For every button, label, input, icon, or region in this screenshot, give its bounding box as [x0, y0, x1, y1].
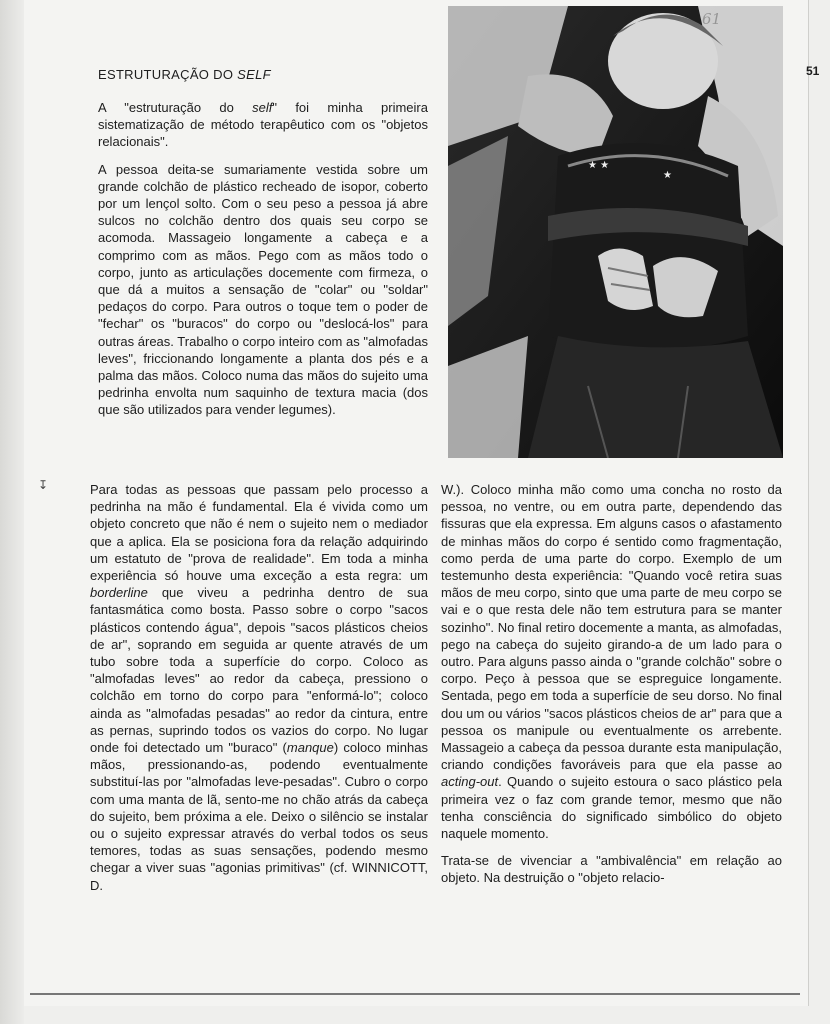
margin-mark: ↧ [38, 478, 49, 492]
paragraph-procedure: A pessoa deita-se sumariamente vestida sobre um grande colchão de plástico recheado de isopor, coberto por um lençol solto. Com o seu peso a pessoa já abre sulcos no colchão dentro dos quais seu corpo se acomoda. Massageio longamente a cabeça e a comprimo com as mãos. Pego com as mãos todo o corpo, junto as articulações docemente com firmeza, o que dá a muitos a sensação de "colar" ou "soldar" pedaços do corpo. Para outros o toque tem o poder de "fechar" os "buracos" do corpo ou "deslocá-los" para outras áreas. Trabalho o corpo inteiro com as "almofadas leves", friccionando longamente a planta dos pés e a palma das mãos. Coloco numa das mãos do sujeito uma pedrinha envolta num saquinho de textura macia (dos que são utilizados para vender legumes). [98, 161, 428, 418]
right-column [441, 481, 782, 897]
photo-illustration [448, 6, 783, 458]
paragraph-ambivalence: Trata-se de vivenciar a "ambivalência" em relação ao objeto. Na destruição o "objeto relacio- [441, 853, 782, 886]
section-heading [98, 67, 271, 82]
paragraph-pebble [90, 481, 428, 894]
heading-main: ESTRUTURAÇÃO DO [98, 67, 238, 82]
text-run: " foi minha primeira sistematização de método terapêutico com os "objetos relacionais". [98, 100, 428, 150]
italic-run: manque [286, 740, 334, 756]
page-number: 51 [806, 64, 820, 78]
text-run: Para todas as pessoas que passam pelo processo a pedrinha na mão é fundamental. Ela é vivida como um objeto concreto que não é nem o sujeito nem o mediador que a aplica. Ela se posiciona fora da relação adquirindo um estatuto de "prova de realidade". Em toda a minha experiência só houve uma exceção a esta regra: um [90, 482, 428, 584]
text-run: que viveu a pedrinha dentro de sua fantasmática como bosta. Passo sobre o corpo "sacos plásticos contendo água", depois "sacos plásticos cheios de ar", soprando em seguida ar quente através de um tubo sobre toda a superfície do corpo. Coloco as "almofadas leves" ao redor da cabeça, pressiono o colchão em torno do corpo para "enformá-lo"; coloco ainda as "almofadas pesadas" ao redor da cintura, entre as pernas, suprindo todos os vazios do corpo. No lugar onde foi detectado um "buraco" ( [90, 585, 428, 756]
svg-text:★ ★: ★ ★ [588, 160, 610, 171]
italic-run: self [252, 100, 273, 115]
text-run: A "estruturação do [98, 100, 253, 115]
text-run: . Quando o sujeito estoura o saco plástico pela primeira vez o faz com grande temor, mesmo que não tenha consciência do significado simbólico do objeto naquele momento. [441, 774, 782, 842]
left-column-bottom [90, 481, 428, 904]
heading-italic: SELF [237, 67, 271, 82]
page-bottom-rule [30, 993, 800, 995]
italic-run: acting-out [441, 774, 499, 790]
left-column-top [98, 99, 428, 429]
text-run: W.). Coloco minha mão como uma concha no rosto da pessoa, no ventre, ou em outra parte, dependendo das fissuras que ela expressa. Em alguns casos o afastamento de minhas mãos do corpo é sentido como fragmentação, como perda de uma parte do corpo. Exemplo de um testemunho desta experiência: "Quando você retira suas mãos de meu corpo, sinto que uma parte de meu corpo se vai e o que resta dele não tem estrutura para se manter sozinho". No final retiro docemente a manta, as almofadas, pego na cabeça do sujeito girando-a de um lado para o outro. Para alguns passo ainda o "grande colchão" sobre o corpo. Peço à pessoa que se espreguice longamente. Sentada, pego em toda a superfície de seu dorso. No final dou um ou vários "sacos plásticos cheios de ar" para que a pessoa os manipule ou eventualmente os arrebente. Massageio a cabeça da pessoa durante esta manipulação, criando condições favoráveis para que ela passe ao [441, 482, 782, 773]
italic-run: borderline [90, 585, 148, 601]
svg-text:★: ★ [663, 170, 672, 181]
handwritten-number: 61 [702, 10, 722, 28]
photograph [448, 6, 783, 458]
paragraph-intro [98, 99, 428, 151]
scan-margin [0, 0, 24, 1024]
text-run: ) coloco minhas mãos, pressionando-as, podendo eventualmente substituí-las por "almofadas leve-pesadas". Cubro o corpo com uma manta de lã, sento-me no chão atrás da cabeça do sujeito, bem próxima a ele. Deixo o silêncio se instalar ou o sujeito expressar através do verbal todos os seus temores, todas as suas sensações, podendo mesmo chegar a viver suas "agonias primitivas" (cf. WINNICOTT, D. [90, 740, 428, 893]
paragraph-continuation [441, 481, 782, 842]
